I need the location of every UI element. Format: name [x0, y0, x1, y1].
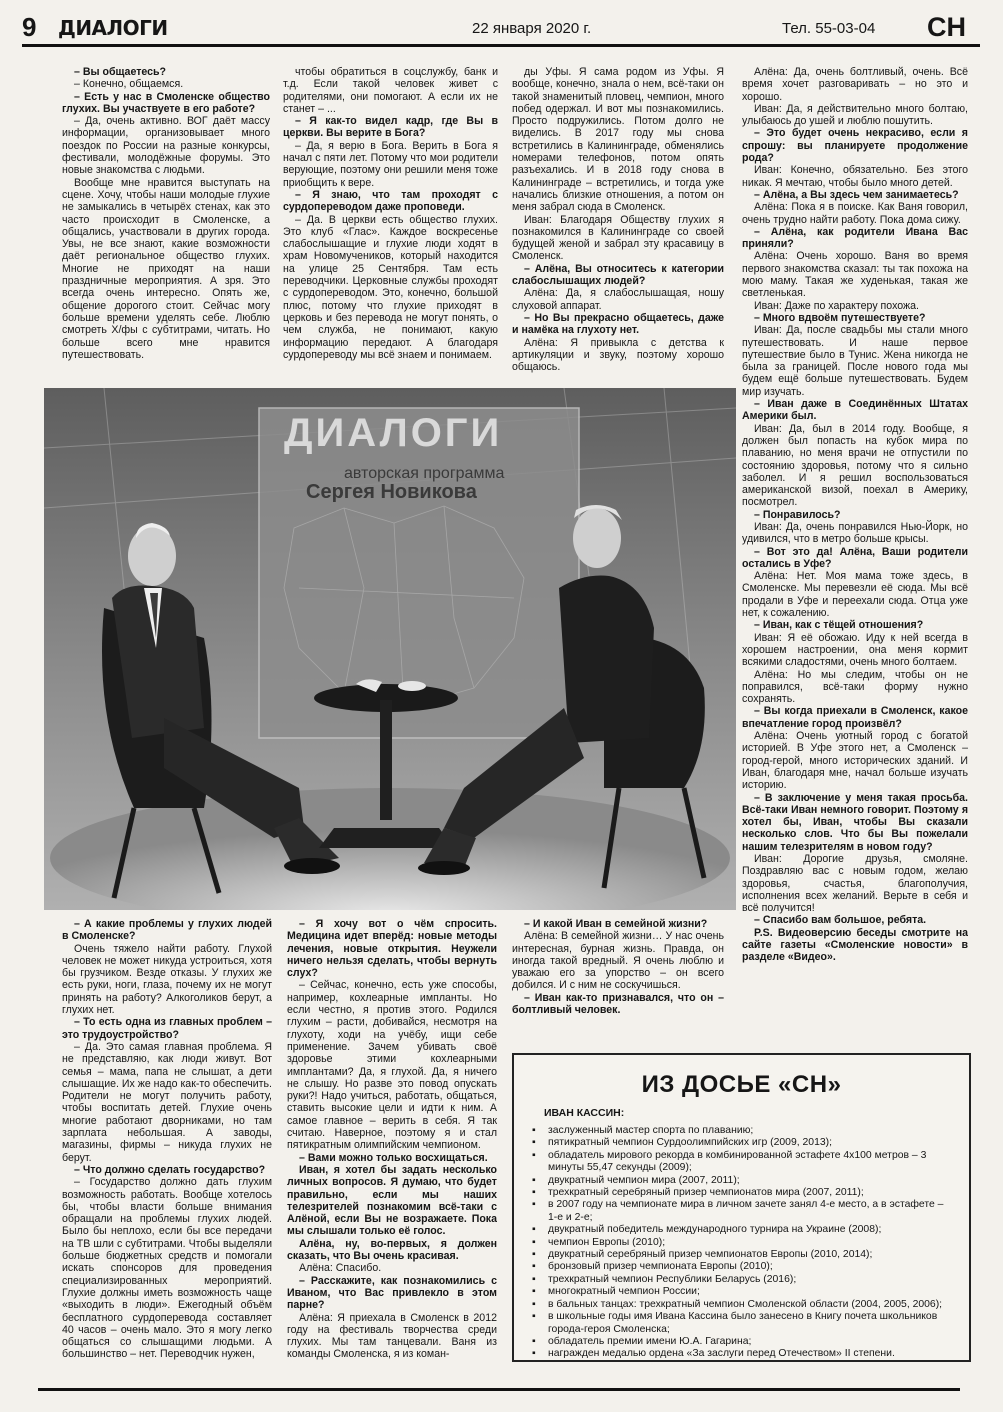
answer-paragraph: Алёна: Я приехала в Смоленск в 2012 году на фестиваль творчества среди глухих. Мы там танцевали. Ваня из команды Смоленска, я из коман- — [287, 1311, 497, 1361]
issue-date: 22 января 2020 г. — [472, 20, 592, 37]
question-paragraph: – Вы общаетесь? — [74, 66, 167, 78]
dossier-title: ИЗ ДОСЬЕ «СН» — [641, 1071, 842, 1098]
question-paragraph: – Я как-то видел кадр, где Вы в церкви. Вы верите в Бога? — [283, 115, 498, 140]
answer-paragraph: – Конечно, общаемся. — [74, 78, 184, 91]
question-paragraph: – То есть одна из главных проблем – это трудоустройство? — [62, 1016, 272, 1041]
answer-paragraph: ды Уфы. Я сама родом из Уфы. Я вообще, конечно, знала о нем, всё-таки он такой знаменитый пловец, чемпион, много побед одержал. И вот мы познакомились. Просто подружились. Потом долго не виделись. В 2017 году мы снова встретились в Калининграде, обменялись номерами телефонов, потом опять разъехались. И в 2018 году снова в Калининграде – встретились, и тогда уже начались близкие отношения, а потом он меня забрал сюда в Смоленск. — [512, 66, 724, 214]
question-paragraph: – Понравилось? — [754, 508, 841, 521]
studio-scene — [44, 388, 736, 910]
question-paragraph: – Расскажите, как познакомились с Иваном, что Вас привлекло в этом парне? — [287, 1274, 497, 1312]
article-column-1 — [62, 66, 270, 381]
article-column-7 — [512, 918, 724, 1043]
question-paragraph: – Спасибо вам большое, ребята. — [754, 914, 927, 927]
answer-paragraph: – Да, я верю в Бога. Верить в Бога я начал с пяти лет. Потому что мои родители верующие, поэтому они решили меня тоже приобщить к вере. — [283, 139, 498, 189]
answer-paragraph: Алёна: Да, я слабослышащая, ношу слуховой аппарат. — [512, 287, 724, 312]
footer-rule — [38, 1388, 960, 1391]
answer-paragraph: – Да, очень активно. ВОГ даёт массу информации, организовывает много поездок по России на разные конкурсы, фестивали, молодёжные форумы. Это новые знакомства с людьми. — [62, 115, 270, 177]
article-column-2 — [283, 66, 498, 381]
question-paragraph: – Вами можно только восхищаться. — [299, 1151, 488, 1164]
article-column-5 — [62, 918, 272, 1383]
question-paragraph: – Что должно сделать государство? — [74, 1163, 266, 1176]
dossier-item: ▪ двукратный победитель международного турнира на Украине (2008); — [530, 1224, 955, 1236]
phone-number: Тел. 55-03-04 — [782, 20, 876, 37]
dossier-item: ▪ обладатель премии имени Ю.А. Гагарина; — [530, 1336, 955, 1348]
answer-paragraph: Алёна: Очень уютный город с богатой историей. В Уфе этого нет, а Смоленск – город-герой, много исторических зданий. И Иван, благодаря мне, начал больше изучать историю. — [742, 730, 968, 792]
answer-paragraph: Алёна: Я привыкла с детства к артикуляции и звуку, поэтому хорошо общаюсь. — [512, 336, 724, 374]
answer-paragraph: чтобы обратиться в соцслужбу, банк и т.д. Если такой человек живет с родителями, они помогают. А если их не станет – ... — [283, 66, 498, 115]
section-title: ДИАЛОГИ — [58, 16, 168, 40]
answer-paragraph: – Да. В церкви есть общество глухих. Это клуб «Глас». Каждое воскресенье слабослышащие и глухие люди ходят в храм Новомучеников, который находится на улице 25 Сентября. Там есть переводчики. Церковные службы проходят с сурдопереводом. Это, конечно, большой плюс, потому что глухие приходят в церковь и без перевода не могут понять, о чем служба, не понимают, какую информацию передают. А благодаря сурдопереводу мы всё знаем и понимаем. — [283, 213, 498, 361]
question-paragraph: Иван, я хотел бы задать несколько личных вопросов. Я думаю, что будет правильно, если мы наших телезрителей познакомим всё-таки с Алёной, если Вы не возражаете. Пока мы слышали только её голос. — [287, 1163, 497, 1238]
answer-paragraph: – Государство должно дать глухим возможность работать. Вообще хотелось бы, чтобы власти больше внимания обращали на проблемы глухих людей. Было бы неплохо, если бы все передачи на ТВ шли с субтитрами. Чтобы выделяли больше бюджетных средств и помогали искать спонсоров для проведения специализированных мероприятий. Глухие должны иметь возможность чаще «выходить в люди». Ежегодный объём бесплатного сурдоперевода составляет 40 часов – очень мало. Это я могу легко общаться со слышащими людьми. А большинство – нет. Переводчик нужен, — [62, 1176, 272, 1361]
dossier-item: ▪ двукратный чемпион мира (2007, 2011); — [530, 1175, 955, 1187]
answer-paragraph: Иван: Да, я действительно много болтаю, улыбаюсь до ушей и люблю пошутить. — [742, 102, 968, 128]
answer-paragraph: Иван: Да, очень понравился Нью-Йорк, но удивился, что в метро больше крысы. — [742, 520, 968, 546]
dossier-item: ▪ награжден медалью ордена «За заслуги перед Отечеством» II степени. — [530, 1348, 955, 1360]
question-paragraph: – Иван даже в Соединённых Штатах Америки был. — [742, 398, 968, 423]
question-paragraph: – Много вдвоём путешествуете? — [754, 311, 926, 324]
dossier-item: ▪ заслуженный мастер спорта по плаванию; — [530, 1125, 955, 1137]
dossier-item: ▪ бронзовый призер чемпионата Европы (2010); — [530, 1261, 955, 1273]
question-paragraph: P.S. Видеоверсию беседы смотрите на сайте газеты «Смоленские новости» в разделе «Видео». — [742, 926, 968, 964]
dossier-item: ▪ многократный чемпион России; — [530, 1286, 955, 1298]
answer-paragraph: Алёна: Спасибо. — [299, 1262, 382, 1275]
answer-paragraph: Алёна: Но мы следим, чтобы он не поправился, всё-таки форму нужно сохранять. — [742, 668, 968, 706]
answer-paragraph: Алёна: Да, очень болтливый, очень. Всё время хочет разговаривать – но это и хорошо. — [742, 66, 968, 103]
header-rule — [22, 44, 980, 47]
question-paragraph: – Иван как-то признавался, что он – болтливый человек. — [512, 991, 724, 1017]
dossier-item: ▪ обладатель мирового рекорда в комбинированной эстафете 4х100 метров – 3 минуты 55,47 секунды (2009); — [530, 1150, 955, 1175]
answer-paragraph: – Сейчас, конечно, есть уже способы, например, кохлеарные импланты. Но если честно, я против этого. Родился глухим – расти, добивайся, несмотря на глухоту, ходи на учёбу, ищи себе применение. Зачем убивать своё здоровье этими кохлеарными имплантами? Да, я глухой. Да, я ничего не слышу. Но разве это повод опускать руки?! Надо учиться, работать, общаться, ставить высокие цели и идти к ним. А самое главное – верить в себя. Я так считаю. Наверное, поэтому я и стал пятикратным олимпийским чемпионом. — [287, 979, 497, 1152]
question-paragraph: – В заключение у меня такая просьба. Всё-таки Иван немного говорит. Поэтому я хотел бы, Иван, чтобы Вы сказали несколько слов. Что бы Вы пожелали нашим телезрителям в новом году? — [742, 791, 968, 853]
dossier-item: ▪ трехкратный чемпион Республики Беларусь (2016); — [530, 1274, 955, 1286]
dossier-item: ▪ пятикратный чемпион Сурдоолимпийских игр (2009, 2013); — [530, 1137, 955, 1149]
answer-paragraph: Алёна: Нет. Моя мама тоже здесь, в Смоленске. Мы перевезли её сюда. Мы всё продали в Уфе и переехали сюда. Отца уже нет, к сожалению. — [742, 570, 968, 620]
page-header — [22, 12, 980, 42]
dossier-achievements-list — [530, 1125, 955, 1361]
answer-paragraph: Алёна: Очень хорошо. Ваня во время первого знакомства сказал: ты так похожа на мою маму. Такая же худенькая, такая же светленькая. — [742, 250, 968, 300]
answer-paragraph: Иван: Да, после свадьбы мы стали много путешествовать. И наше первое путешествие было в Тунис. Жена никогда не была за границей. После нового года мы будем ещё больше путешествовать. Будем мир изучать. — [742, 324, 968, 398]
dossier-item: ▪ в школьные годы имя Ивана Кассина было занесено в Книгу почета школьников города-героя Смоленска; — [530, 1311, 955, 1336]
answer-paragraph: Вообще мне нравится выступать на сцене. Хочу, чтобы наши молодые глухие не замыкались в четырёх стенах, как это часто происходит в Смоленске, а общались, участвовали в других города. Увы, не все знают, какие возможности даёт региональное общество глухих. Многие не приходят на наши праздничные мероприятия. А зря. Это всегда очень интересно. Опять же, общение дорогого стоит. Сейчас могу больше времени уделять себе. Люблю смотреть Х/фы с субтитрами, читать. Но больше всего мне нравится путешествовать. — [62, 176, 270, 361]
question-paragraph: – Вы когда приехали в Смоленск, какое впечатление город произвёл? — [742, 705, 968, 730]
question-paragraph: – Алёна, как родители Ивана Вас приняли? — [742, 225, 968, 251]
show-title: ДИАЛОГИ — [284, 411, 503, 455]
question-paragraph: – Но Вы прекрасно общаетесь, даже и намёка на глухоту нет. — [512, 311, 724, 337]
answer-paragraph: Иван: Даже по характеру похожа. — [754, 299, 919, 312]
answer-paragraph: – Да. Это самая главная проблема. Я не представляю, как люди живут. Вот семья – мама, папа не слышат, а дети слышащие. Их же надо как-то обеспечить. Родители не могут получить работу, чтобы воспитать детей. Глухие очень многие работают дворниками, но там зарплата небольшая. А заводы, магазины, фирмы – никуда глухих не берут. — [62, 1040, 272, 1164]
question-paragraph: – Это будет очень некрасиво, если я спрошу: вы планируете продолжение рода? — [742, 127, 968, 165]
dossier-item: ▪ в бальных танцах: трехкратный чемпион Смоленской области (2004, 2005, 2006); — [530, 1299, 955, 1311]
answer-paragraph: Алёна: Пока я в поиске. Как Ваня говорил, очень трудно найти работу. Пока дома сижу. — [742, 201, 968, 226]
page-number: 9 — [22, 12, 37, 42]
dossier-box — [512, 1053, 971, 1362]
dossier-item: ▪ чемпион Европы (2010); — [530, 1237, 955, 1249]
article-column-3 — [512, 66, 724, 381]
dossier-subject-name: ИВАН КАССИН: — [544, 1107, 625, 1119]
question-paragraph: – Есть у нас в Смоленске общество глухих. Вы участвуете в его работе? — [62, 90, 270, 115]
answer-paragraph: Иван: Я её обожаю. Иду к ней всегда в хорошем настроении, она меня кормит всякими сладостями, очень много болтаем. — [742, 631, 968, 669]
answer-paragraph: Очень тяжело найти работу. Глухой человек не может никуда устроиться, хотя бы грузчиком. Везде отказы. У глухих же есть руки, ноги, глаза, почему их не могут принять на работу? Алкоголиков берут, а глухих нет. — [62, 942, 272, 1017]
question-paragraph: – Алёна, а Вы здесь чем занимаетесь? — [754, 188, 959, 201]
answer-paragraph: Иван: Да, был в 2014 году. Вообще, я должен был попасть на кубок мира по плаванию, но меня врачи не отпустили по состоянию здоровья, потому что я сильно заболел. И я решил воспользоваться американской визой, поехал в Америку, посмотрел. — [742, 422, 968, 509]
tv-studio-photo — [44, 388, 736, 910]
question-paragraph: – И какой Иван в семейной жизни? — [524, 918, 708, 930]
show-author: Сергея Новикова — [306, 481, 477, 503]
newspaper-logo: СН — [927, 12, 966, 42]
show-subtitle: авторская программа — [344, 465, 505, 482]
answer-paragraph: Иван: Дорогие друзья, смоляне. Поздравляю вас с новым годом, желаю здоровья, счастья, благополучия, исполнения всех желаний. Верьте в себя и всё получится! — [742, 853, 968, 915]
question-paragraph: – Я хочу вот о чём спросить. Медицина идет вперёд: новые методы лечения, новые открытия. Неужели ничего нельзя сделать, чтобы вернуть слух? — [287, 918, 497, 980]
question-paragraph: – Алёна, Вы относитесь к категории слабослышащих людей? — [512, 262, 724, 288]
question-paragraph: – Я знаю, что там проходят с сурдопереводом даже проповеди. — [283, 188, 498, 214]
question-paragraph: – Вот это да! Алёна, Ваши родители остались в Уфе? — [742, 545, 968, 570]
dossier-item: ▪ двукратный серебряный призер чемпионатов Европы (2010, 2014); — [530, 1249, 955, 1261]
answer-paragraph: Иван: Конечно, обязательно. Без этого никак. Я мечтаю, чтобы было много детей. — [742, 164, 968, 189]
article-column-6 — [287, 918, 497, 1383]
question-paragraph: – А какие проблемы у глухих людей в Смоленске? — [62, 918, 272, 943]
article-column-4 — [742, 66, 968, 1036]
answer-paragraph: Иван: Благодаря Обществу глухих я познакомился в Калининграде со своей будущей женой и забрал эту красавицу в Смоленск. — [512, 213, 724, 263]
question-paragraph: Алёна, ну, во-первых, я должен сказать, что Вы очень красивая. — [287, 1237, 497, 1263]
answer-paragraph: Алёна: В семейной жизни… У нас очень интересная, бурная жизнь. Правда, он иногда такой вредный. Я очень люблю и уважаю его за упорство – он всего добился. И с ним не соскучишься. — [512, 930, 724, 992]
dossier-item: ▪ в 2007 году на чемпионате мира в личном зачете занял 4-е место, а в эстафете – 1-е и 2-е; — [530, 1199, 955, 1224]
dossier-item: ▪ трехкратный серебряный призер чемпионатов мира (2007, 2011); — [530, 1187, 955, 1199]
question-paragraph: – Иван, как с тёщей отношения? — [754, 619, 924, 632]
